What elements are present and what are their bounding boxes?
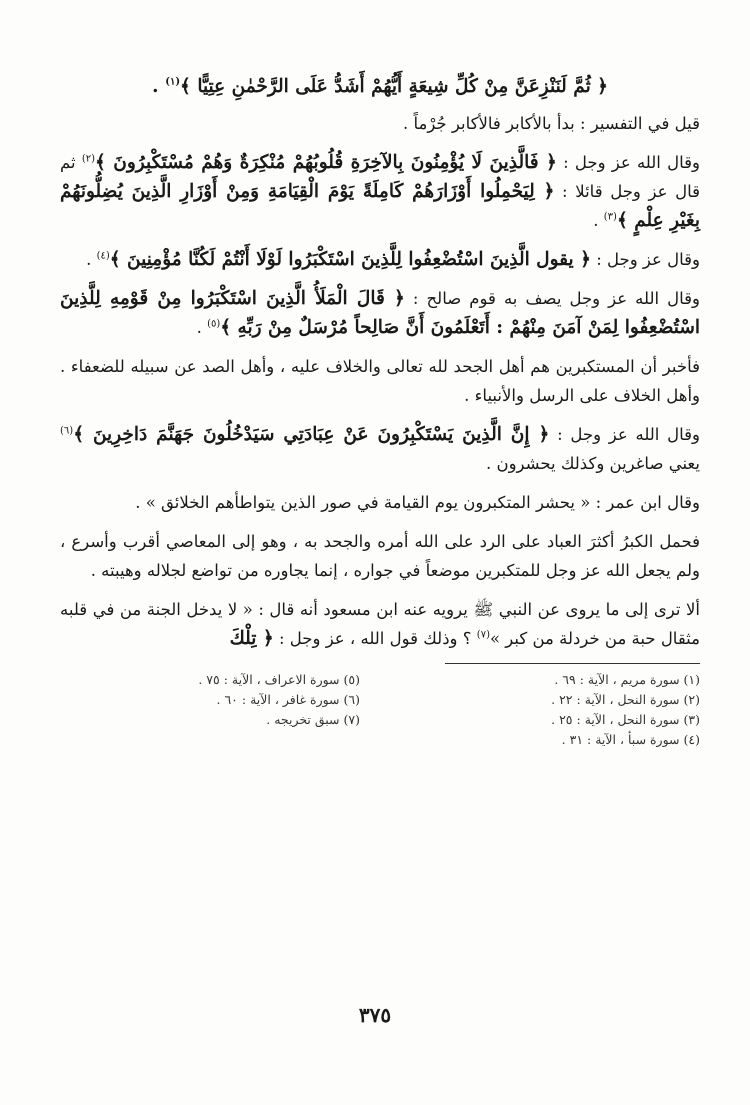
footnote-separator [445,663,700,664]
quran-verse: ﴿ قَالَ الْمَلَأُ الَّذِينَ اسْتَكْبَرُوا مِنْ قَوْمِهِ لِلَّذِينَ اسْتُضْعِفُوا لِمَنْ آمَنَ مِنْهُمْ : أَتَعْلَمُونَ أَنَّ صَالِحاً مُرْسَلٌ مِنْ رَبِّهِ ﴾ [60,288,700,338]
text-segment: . [593,211,604,230]
paragraph [60,72,700,101]
text-segment: يعني صاغرين وكذلك يحشرون . [485,454,700,473]
quran-verse: ﴿ فَالَّذِينَ لَا يُؤْمِنُونَ بِالآخِرَةِ قُلُوبُهُمْ مُنْكِرَةٌ وَهُمْ مُسْتَكْبِرُونَ ﴾ [95,152,557,173]
footnote: (٢) سورة النحل ، الآية : ٢٢ . [551,692,700,707]
text-segment: ؟ وذلك قول الله ، عز وجل : [273,629,477,648]
footnote: (٦) سورة غافر ، الآية : ٦٠ . [216,692,360,707]
footnote-ref: (٢) [81,153,95,165]
footnote-ref: (٦) [60,425,74,437]
text-segment: ثم قال عز وجل قائلا : [60,153,700,201]
paragraph [60,109,700,138]
main-text [60,72,700,653]
quran-verse: ﴿ يقول الَّذِينَ اسْتُضْعِفُوا لِلَّذِينَ اسْتَكْبَرُوا لَوْلَا أَنْتُمْ لَكُنَّا مُؤْمِنِينَ ﴾ [109,249,591,270]
footnote: (١) سورة مريم ، الآية : ٦٩ . [554,672,700,687]
footnote-ref: (٣) [603,211,617,223]
footnote-ref: (٥) [207,318,221,330]
footnotes [60,672,700,747]
text-segment: وقال الله عز وجل : [556,153,700,172]
paragraph [60,352,700,410]
text-segment: . [86,250,97,269]
paragraph [60,595,700,653]
quran-verse: ﴿ إِنَّ الَّذِينَ يَسْتَكْبِرُونَ عَنْ عِبَادَتِي سَيَدْخُلُونَ جَهَنَّمَ دَاخِرِينَ ﴾ [73,424,550,445]
footnote: (٤) سورة سبأ ، الآية : ٣١ . [561,732,700,747]
text-segment: . [151,75,166,97]
footnote: (٥) سورة الاعراف ، الآية : ٧٥ . [198,672,360,687]
quran-verse: ﴿ لِيَحْمِلُوا أَوْزَارَهُمْ كَامِلَةً يَوْمَ الْقِيَامَةِ وَمِنْ أَوْزَارِ الَّذِينَ يُضِلُّونَهُمْ بِغَيْرِ عِلْمٍ ﴾ [60,181,700,231]
paragraph [60,284,700,342]
text-segment: . [196,318,208,337]
footnote-ref: (٧) [476,629,490,641]
footnote-ref: (٤) [96,250,110,262]
text-segment: فأخبر أن المستكبرين هم أهل الجحد لله تعالى والخلاف عليه ، وأهل الصد عن سبيله للضعفاء . وأهل الخلاف على الرسل والأنبياء . [60,357,700,405]
text-segment: وقال عز وجل : [590,250,700,269]
footnote [60,732,360,747]
page-number: ٣٧٥ [358,1003,392,1027]
footnote: (٧) سبق تخريجه . [266,712,360,727]
text-segment: وقال الله عز وجل : [549,425,701,444]
quran-verse: ﴿ ثُمَّ لَنَنْزِعَنَّ مِنْ كُلِّ شِيعَةٍ أَيُّهُمْ أَشَدُّ عَلَى الرَّحْمٰنِ عِتِيًّا ﴾ [180,76,609,97]
text-segment: قيل في التفسير : بدأ بالأكابر فالأكابر جُرْماً . [402,114,700,133]
footnote-ref: (١) [165,76,181,88]
text-segment: فحمل الكبرُ أكثرَ العباد على الرد على الله أمره والجحد به ، وهو إلى المعاصي أقرب وأسرع ، ولم يجعل الله عز وجل للمتكبرين موضعاً في جواره ، إنما يجاوره من تواضع لجلاله وهيبته . [60,532,700,580]
footnote: (٣) سورة النحل ، الآية : ٢٥ . [551,712,700,727]
text-segment: ألا ترى إلى ما يروى عن النبي ﷺ يرويه عنه ابن مسعود أنه قال : « لا يدخل الجنة من في قلبه مثقال حبة من خردلة من كبر » [60,600,700,648]
text-segment: وقال ابن عمر : « يحشر المتكبرون يوم القيامة في صور الذين يتواطأهم الخلائق » . [135,493,700,512]
quran-verse: ﴿ تِلْكَ [229,628,274,649]
paragraph [60,488,700,517]
text-segment: وقال الله عز وجل يصف به قوم صالح : [404,289,700,308]
paragraph [60,527,700,585]
paragraph [60,148,700,235]
paragraph [60,420,700,478]
page-body [60,62,700,747]
paragraph [60,245,700,274]
